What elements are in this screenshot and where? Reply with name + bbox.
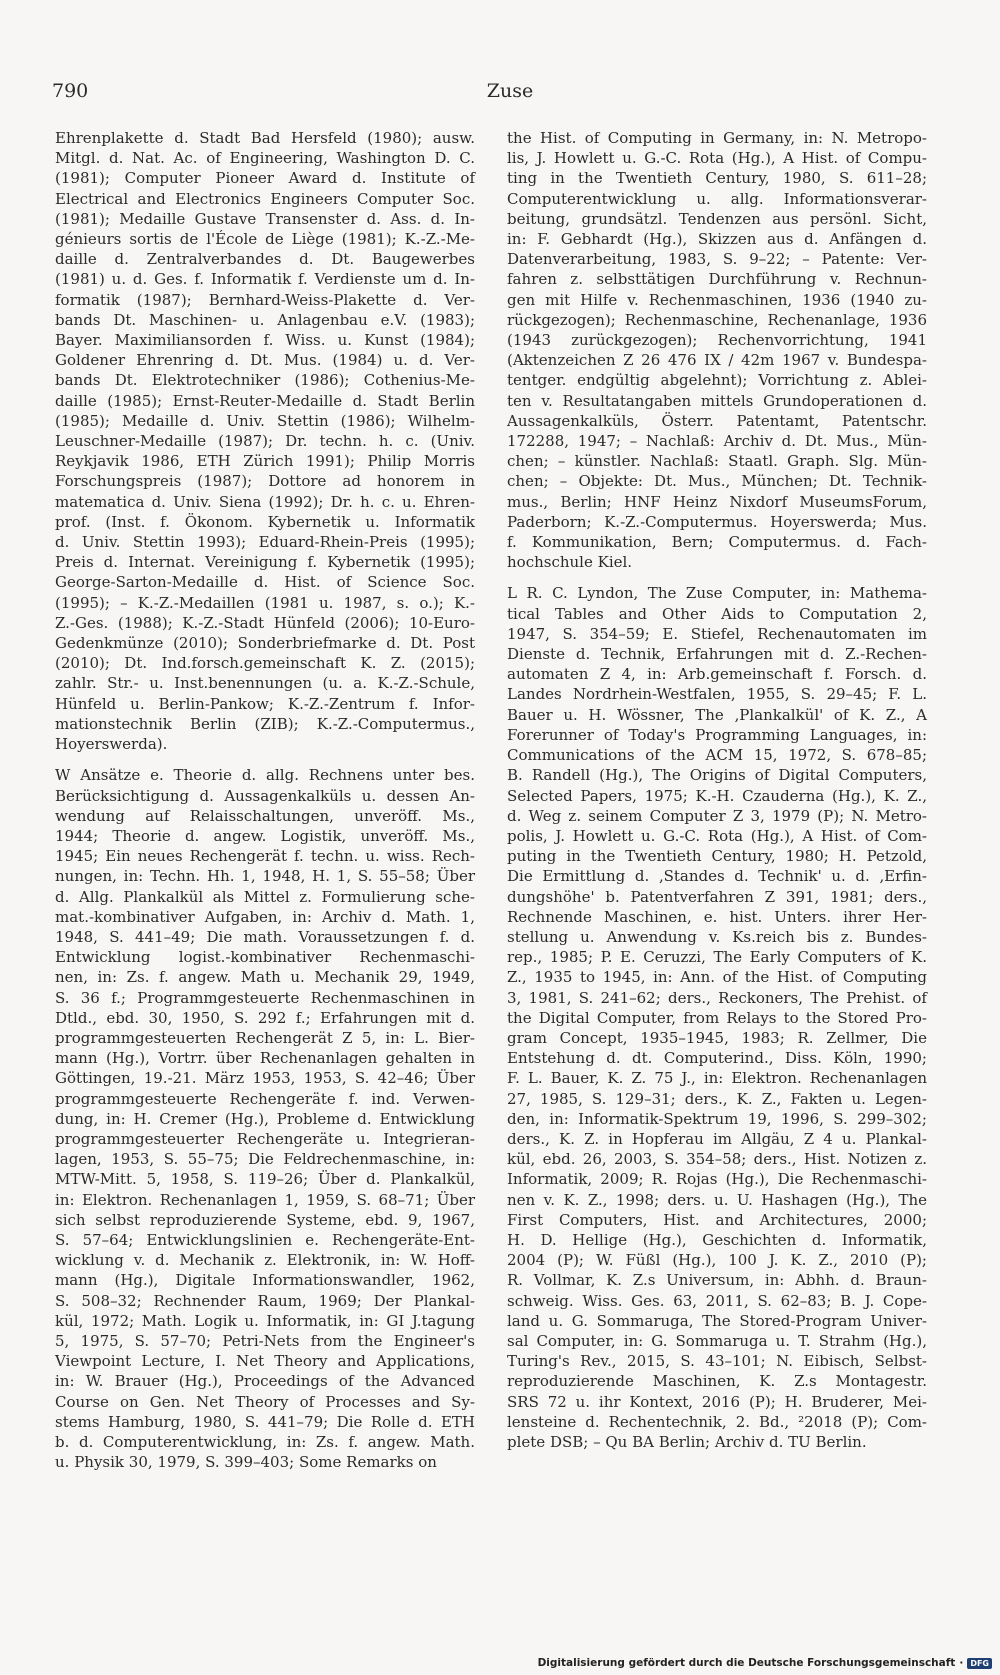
text-line: nen, in: Zs. f. angew. Math u. Mechanik 29, 1949,	[55, 968, 475, 987]
text-line: mann (Hg.), Digitale Informationswandler, 1962,	[55, 1271, 475, 1290]
text-line: b. d. Computerentwicklung, in: Zs. f. angew. Math.	[55, 1433, 475, 1451]
text-line: S. 36 f.; Programmgesteuerte Rechenmaschinen in	[55, 988, 475, 1007]
text-line: Gedenkmünze (2010); Sonderbriefmarke d. Dt. Post	[55, 634, 475, 653]
text-line: Preis d. Internat. Vereinigung f. Kybernetik (1995);	[55, 553, 475, 572]
footer-text: Digitalisierung gefördert durch die Deutsche Forschungsgemeinschaft	[537, 1657, 956, 1669]
left-column-paragraph	[55, 128, 475, 754]
text-line: Entwicklung logist.-kombinativer Rechenmaschi-	[55, 948, 475, 967]
text-line: 1945; Ein neues Rechengerät f. techn. u. wiss. Rech-	[55, 847, 475, 866]
text-line: mann (Hg.), Vortrr. über Rechenanlagen gehalten in	[55, 1049, 475, 1068]
text-line: gram Concept, 1935–1945, 1983; R. Zellmer, Die	[507, 1028, 927, 1047]
text-line: hochschule Kiel.	[507, 553, 633, 572]
text-line: Communications of the ACM 15, 1972, S. 678–85;	[507, 746, 927, 765]
text-line: schweig. Wiss. Ges. 63, 2011, S. 62–83; B. J. Cope-	[507, 1291, 927, 1310]
text-line: Datenverarbeitung, 1983, S. 9–22; – Patente: Ver-	[507, 250, 927, 269]
text-line: Aussagenkalküls, Österr. Patentamt, Patentschr.	[507, 411, 927, 430]
text-line: B. Randell (Hg.), The Origins of Digital Computers,	[507, 766, 927, 785]
text-line: (Aktenzeichen Z 26 476 IX / 42m 1967 v. Bundespa-	[507, 351, 927, 370]
text-line: beitung, grundsätzl. Tendenzen aus persönl. Sicht,	[507, 209, 927, 228]
text-line: Computerentwicklung u. allg. Informationsverar-	[507, 189, 927, 208]
right-column-paragraph	[507, 128, 927, 572]
text-line: Electrical and Electronics Engineers Computer Soc.	[55, 189, 475, 208]
text-line: Göttingen, 19.-21. März 1953, 1953, S. 42–46; Über	[55, 1069, 475, 1088]
text-line: u. Physik 30, 1979, S. 399–403; Some Remarks on	[55, 1453, 437, 1472]
text-line: wicklung v. d. Mechanik z. Elektronik, in: W. Hoff-	[55, 1251, 475, 1270]
right-column	[507, 128, 927, 1463]
text-line: ders., K. Z. in Hopferau im Allgäu, Z 4 u. Plankal-	[507, 1129, 927, 1148]
text-line: SRS 72 u. ihr Kontext, 2016 (P); H. Bruderer, Mei-	[507, 1392, 927, 1411]
text-line: Z., 1935 to 1945, in: Ann. of the Hist. of Computing	[507, 968, 927, 987]
text-line: zahlr. Str.- u. Inst.benennungen (u. a. K.-Z.-Schule,	[55, 674, 475, 693]
text-line: Leuschner-Medaille (1987); Dr. techn. h. c. (Univ.	[55, 432, 475, 451]
text-line: L R. C. Lyndon, The Zuse Computer, in: Mathema-	[507, 584, 927, 603]
text-line: W Ansätze e. Theorie d. allg. Rechnens unter bes.	[55, 766, 475, 785]
text-line: formatik (1987); Bernhard-Weiss-Plakette d. Ver-	[55, 290, 475, 309]
text-line: R. Vollmar, K. Z.s Universum, in: Abhh. d. Braun-	[507, 1271, 927, 1290]
text-line: lis, J. Howlett u. G.-C. Rota (Hg.), A Hist. of Compu-	[507, 149, 927, 168]
text-line: daille d. Zentralverbandes d. Dt. Baugewerbes	[55, 250, 475, 269]
text-line: nungen, in: Techn. Hh. 1, 1948, H. 1, S. 55–58; Über	[55, 867, 475, 886]
text-line: den, in: Informatik-Spektrum 19, 1996, S. 299–302;	[507, 1109, 927, 1128]
text-line: Die Ermittlung d. ‚Standes d. Technik' u. d. ‚Erfin-	[507, 867, 927, 886]
text-line: kül, 1972; Math. Logik u. Informatik, in: GI J.tagung	[55, 1311, 475, 1330]
text-line: rep., 1985; P. E. Ceruzzi, The Early Computers of K.	[507, 948, 927, 967]
text-line: in: W. Brauer (Hg.), Proceedings of the Advanced	[55, 1372, 475, 1391]
text-line: 2004 (P); W. Füßl (Hg.), 100 J. K. Z., 2010 (P);	[507, 1251, 927, 1270]
footer-separator: ·	[959, 1657, 964, 1669]
text-line: Goldener Ehrenring d. Dt. Mus. (1984) u. d. Ver-	[55, 351, 475, 370]
text-line: d. Allg. Plankalkül als Mittel z. Formulierung sche-	[55, 887, 475, 906]
text-line: S. 508–32; Rechnender Raum, 1969; Der Plankal-	[55, 1291, 475, 1310]
text-line: (1981) u. d. Ges. f. Informatik f. Verdienste um d. In-	[55, 270, 475, 289]
text-line: 1947, S. 354–59; E. Stiefel, Rechenautomaten im	[507, 624, 927, 643]
text-line: H. D. Hellige (Hg.), Geschichten d. Informatik,	[507, 1230, 927, 1249]
text-line: 172288, 1947; – Nachlaß: Archiv d. Dt. Mus., Mün-	[507, 432, 927, 451]
text-line: S. 57–64; Entwicklungslinien e. Rechengeräte-Ent-	[55, 1230, 475, 1249]
text-line: stellung u. Anwendung v. Ks.reich bis z. Bundes-	[507, 927, 927, 946]
text-line: programmgesteuerten Rechengerät Z 5, in: L. Bier-	[55, 1028, 475, 1047]
text-line: MTW-Mitt. 5, 1958, S. 119–26; Über d. Plankalkül,	[55, 1170, 475, 1189]
text-line: (1943 zurückgezogen); Rechenvorrichtung, 1941	[507, 331, 927, 350]
text-line: land u. G. Sommaruga, The Stored-Program Univer-	[507, 1311, 927, 1330]
text-line: Course on Gen. Net Theory of Processes and Sy-	[55, 1392, 475, 1411]
text-line: lensteine d. Rechentechnik, 2. Bd., ²2018 (P); Com-	[507, 1412, 927, 1431]
text-line: nen v. K. Z., 1998; ders. u. U. Hashagen (Hg.), The	[507, 1190, 927, 1209]
text-line: gen mit Hilfe v. Rechenmaschinen, 1936 (1940 zu-	[507, 290, 927, 309]
text-line: bands Dt. Elektrotechniker (1986); Cothenius-Me-	[55, 371, 475, 390]
text-line: reproduzierende Maschinen, K. Z.s Montagestr.	[507, 1372, 927, 1391]
text-line: tentger. endgültig abgelehnt); Vorrichtung z. Ablei-	[507, 371, 927, 390]
text-line: Berücksichtigung d. Aussagenkalküls u. dessen An-	[55, 786, 475, 805]
text-line: Entstehung d. dt. Computerind., Diss. Köln, 1990;	[507, 1049, 927, 1068]
left-column-paragraph	[55, 765, 475, 1472]
text-line: Hünfeld u. Berlin-Pankow; K.-Z.-Zentrum f. Infor-	[55, 694, 475, 713]
text-line: d. Univ. Stettin 1993); Eduard-Rhein-Preis (1995);	[55, 533, 475, 552]
text-line: Mitgl. d. Nat. Ac. of Engineering, Washington D. C.	[55, 149, 475, 168]
running-head: Zuse	[486, 80, 534, 102]
text-line: Dienste d. Technik, Erfahrungen mit d. Z.-Rechen-	[507, 645, 927, 664]
text-line: Rechnende Maschinen, e. hist. Unters. ihrer Her-	[507, 907, 927, 926]
text-line: d. Weg z. seinem Computer Z 3, 1979 (P); N. Metro-	[507, 806, 927, 825]
text-line: ten v. Resultatangaben mittels Grundoperationen d.	[507, 391, 927, 410]
text-line: Bauer u. H. Wössner, The ‚Plankalkül' of K. Z., A	[507, 705, 927, 724]
text-line: Forerunner of Today's Programming Languages, in:	[507, 725, 927, 744]
text-line: in: F. Gebhardt (Hg.), Skizzen aus d. Anfängen d.	[507, 230, 927, 249]
text-line: chen; – Objekte: Dt. Mus., München; Dt. Technik-	[507, 472, 927, 491]
text-line: rückgezogen); Rechenmaschine, Rechenanlage, 1936	[507, 310, 927, 329]
text-line: (1995); – K.-Z.-Medaillen (1981 u. 1987, s. o.); K.-	[55, 593, 475, 612]
page-number: 790	[52, 80, 89, 102]
text-line: 27, 1985, S. 129–31; ders., K. Z., Fakten u. Legen-	[507, 1089, 927, 1108]
text-line: 3, 1981, S. 241–62; ders., Reckoners, The Prehist. of	[507, 988, 927, 1007]
text-line: in: Elektron. Rechenanlagen 1, 1959, S. 68–71; Über	[55, 1190, 475, 1209]
text-line: sich selbst reproduzierende Systeme, ebd. 9, 1967,	[55, 1210, 475, 1229]
text-line: Landes Nordrhein-Westfalen, 1955, S. 29–45; F. L.	[507, 685, 927, 704]
text-line: (2010); Dt. Ind.forsch.gemeinschaft K. Z. (2015);	[55, 654, 475, 673]
text-line: dung, in: H. Cremer (Hg.), Probleme d. Entwicklung	[55, 1109, 475, 1128]
text-line: (1981); Medaille Gustave Transenster d. Ass. d. In-	[55, 209, 475, 228]
text-line: dungshöhe' b. Patentverfahren Z 391, 1981; ders.,	[507, 887, 927, 906]
text-line: programmgesteuerte Rechengeräte f. ind. Verwen-	[55, 1089, 475, 1108]
text-line: wendung auf Relaisschaltungen, unveröff. Ms.,	[55, 806, 475, 825]
text-line: 1944; Theorie d. angew. Logistik, unveröff. Ms.,	[55, 826, 475, 845]
text-line: mationstechnik Berlin (ZIB); K.-Z.-Computermus.,	[55, 714, 475, 733]
text-line: the Hist. of Computing in Germany, in: N. Metropo-	[507, 129, 927, 147]
text-line: Hoyerswerda).	[55, 735, 168, 754]
text-line: bands Dt. Maschinen- u. Anlagenbau e.V. (1983);	[55, 310, 475, 329]
right-column-paragraph	[507, 583, 927, 1452]
text-line: F. L. Bauer, K. Z. 75 J., in: Elektron. Rechenanlagen	[507, 1069, 927, 1088]
text-line: sal Computer, in: G. Sommaruga u. T. Strahm (Hg.),	[507, 1331, 927, 1350]
text-line: (1985); Medaille d. Univ. Stettin (1986); Wilhelm-	[55, 411, 475, 430]
text-line: the Digital Computer, from Relays to the Stored Pro-	[507, 1008, 927, 1027]
text-line: Turing's Rev., 2015, S. 43–101; N. Eibisch, Selbst-	[507, 1352, 927, 1371]
text-line: chen; – künstler. Nachlaß: Staatl. Graph. Slg. Mün-	[507, 452, 927, 471]
text-line: mus., Berlin; HNF Heinz Nixdorf MuseumsForum,	[507, 492, 927, 511]
text-line: fahren z. selbsttätigen Durchführung v. Rechnun-	[507, 270, 927, 289]
digitization-footer	[538, 1657, 992, 1669]
text-line: stems Hamburg, 1980, S. 441–79; Die Rolle d. ETH	[55, 1412, 475, 1431]
text-line: matematica d. Univ. Siena (1992); Dr. h. c. u. Ehren-	[55, 492, 475, 511]
text-line: Bayer. Maximiliansorden f. Wiss. u. Kunst (1984);	[55, 331, 475, 350]
text-line: tical Tables and Other Aids to Computation 2,	[507, 604, 927, 623]
text-line: automaten Z 4, in: Arb.gemeinschaft f. Forsch. d.	[507, 665, 927, 684]
text-line: programmgesteuerter Rechengeräte u. Integrieran-	[55, 1129, 475, 1148]
text-line: plete DSB; – Qu BA Berlin; Archiv d. TU Berlin.	[507, 1433, 867, 1451]
text-line: Z.-Ges. (1988); K.-Z.-Stadt Hünfeld (2006); 10-Euro-	[55, 613, 475, 632]
text-line: f. Kommunikation, Bern; Computermus. d. Fach-	[507, 533, 927, 552]
text-line: 5, 1975, S. 57–70; Petri-Nets from the Engineer's	[55, 1331, 475, 1350]
text-line: George-Sarton-Medaille d. Hist. of Science Soc.	[55, 573, 475, 592]
text-line: puting in the Twentieth Century, 1980; H. Petzold,	[507, 847, 927, 866]
text-line: Selected Papers, 1975; K.-H. Czauderna (Hg.), K. Z.,	[507, 786, 927, 805]
text-line: polis, J. Howlett u. G.-C. Rota (Hg.), A Hist. of Com-	[507, 826, 927, 845]
text-line: génieurs sortis de l'École de Liège (1981); K.-Z.-Me-	[55, 230, 475, 249]
text-line: Forschungspreis (1987); Dottore ad honorem in	[55, 472, 475, 491]
left-column	[55, 128, 475, 1483]
text-line: Ehrenplakette d. Stadt Bad Hersfeld (1980); ausw.	[55, 129, 475, 147]
dfg-logo: DFG	[967, 1658, 992, 1669]
text-line: First Computers, Hist. and Architectures, 2000;	[507, 1210, 927, 1229]
text-line: 1948, S. 441–49; Die math. Voraussetzungen f. d.	[55, 927, 475, 946]
text-line: kül, ebd. 26, 2003, S. 354–58; ders., Hist. Notizen z.	[507, 1150, 927, 1169]
text-line: prof. (Inst. f. Ökonom. Kybernetik u. Informatik	[55, 512, 475, 531]
text-line: Viewpoint Lecture, I. Net Theory and Applications,	[55, 1352, 475, 1371]
text-line: Dtld., ebd. 30, 1950, S. 292 f.; Erfahrungen mit d.	[55, 1008, 475, 1027]
text-line: lagen, 1953, S. 55–75; Die Feldrechenmaschine, in:	[55, 1150, 475, 1169]
text-line: daille (1985); Ernst-Reuter-Medaille d. Stadt Berlin	[55, 391, 475, 410]
text-line: ting in the Twentieth Century, 1980, S. 611–28;	[507, 169, 927, 188]
text-line: (1981); Computer Pioneer Award d. Institute of	[55, 169, 475, 188]
text-line: Paderborn; K.-Z.-Computermus. Hoyerswerda; Mus.	[507, 512, 927, 531]
text-line: Informatik, 2009; R. Rojas (Hg.), Die Rechenmaschi-	[507, 1170, 927, 1189]
text-line: Reykjavik 1986, ETH Zürich 1991); Philip Morris	[55, 452, 475, 471]
text-line: mat.-kombinativer Aufgaben, in: Archiv d. Math. 1,	[55, 907, 475, 926]
